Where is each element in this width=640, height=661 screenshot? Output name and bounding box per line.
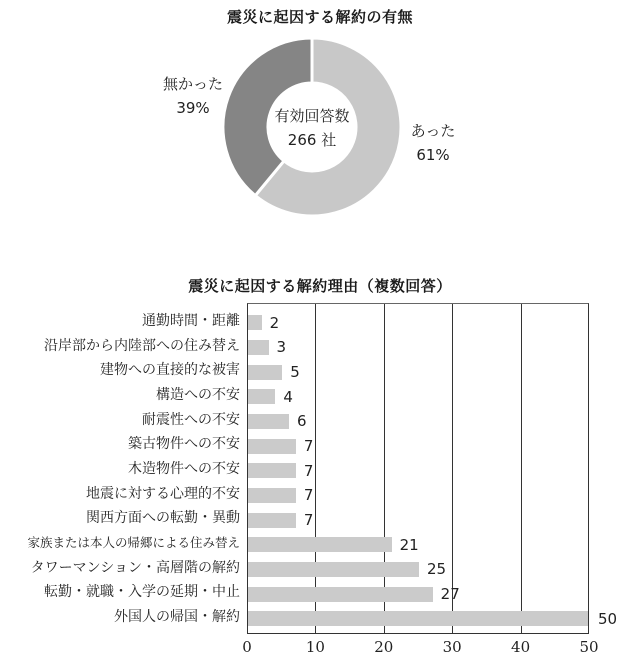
bar — [248, 389, 275, 404]
bar-value-label: 7 — [303, 486, 314, 505]
bar-value-label: 2 — [269, 313, 280, 332]
bar-row — [248, 311, 588, 336]
bar-value-label: 5 — [290, 362, 300, 381]
donut-label-yes-category: あった — [410, 122, 456, 140]
bar-row — [248, 557, 588, 582]
bar-row — [248, 335, 588, 360]
donut-label-yes-value: 61% — [416, 146, 450, 164]
bar-value-label: 4 — [283, 387, 293, 406]
bar — [248, 587, 433, 602]
x-tick-label: 20 — [374, 638, 394, 656]
bar — [248, 488, 296, 503]
bar-value-label: 7 — [303, 461, 314, 480]
bar-value-label: 3 — [276, 338, 287, 357]
bar-row — [248, 409, 588, 434]
bar-value-label: 27 — [440, 584, 460, 603]
bar — [248, 365, 282, 380]
bar-category-label: 沿岸部から内陸部への住み替え — [44, 337, 240, 354]
donut-chart-title: 震災に起因する解約の有無 — [226, 8, 413, 26]
bar — [248, 611, 588, 626]
bar-category-label: 建物への直接的な被害 — [100, 362, 240, 379]
donut-label-no-category: 無かった — [162, 75, 223, 93]
bar — [248, 340, 269, 355]
bar-value-label: 7 — [303, 510, 314, 529]
bar-category-label: 外国人の帰国・解約 — [114, 609, 240, 626]
bar — [248, 414, 289, 429]
x-tick-label: 30 — [442, 638, 462, 656]
bar — [248, 463, 296, 478]
donut-center-label — [262, 104, 362, 152]
donut-center-label-line2: 266 社 — [287, 131, 337, 149]
bar-row — [248, 582, 588, 607]
bar-row — [248, 385, 588, 410]
donut-label-no — [153, 72, 233, 120]
bar-category-label: 耐震性への不安 — [142, 411, 240, 428]
x-tick-label: 40 — [511, 638, 531, 656]
bar-category-label: 地震に対する心理的不安 — [86, 485, 240, 502]
bar-category-label: 築古物件への不安 — [128, 436, 240, 453]
bar-chart-title: 震災に起因する解約理由（複数回答） — [188, 277, 452, 295]
x-tick-label: 0 — [242, 638, 252, 656]
bar-value-label: 6 — [297, 412, 307, 431]
bar — [248, 513, 296, 528]
bar — [248, 562, 419, 577]
bar-value-label: 50 — [598, 609, 618, 628]
bar-category-label: 関西方面への転勤・異動 — [86, 510, 240, 527]
bar-category-label: 転勤・就職・入学の延期・中止 — [44, 584, 240, 601]
bar-category-label: 通勤時間・距離 — [142, 313, 240, 329]
bar-category-label: 木造物件への不安 — [128, 461, 240, 478]
bar-row — [248, 434, 588, 459]
bar-row — [248, 360, 588, 385]
bar — [248, 439, 296, 454]
bar-row — [248, 459, 588, 484]
x-tick-label: 10 — [305, 638, 325, 656]
bar-row — [248, 607, 618, 632]
bar-row — [248, 533, 588, 558]
bar — [248, 315, 262, 330]
bar-value-label: 21 — [399, 535, 419, 554]
bar-category-label: 家族または本人の帰郷による住み替え — [27, 535, 240, 551]
bar-row — [248, 483, 588, 508]
donut-label-yes — [395, 119, 471, 167]
bar-chart-plot-area — [247, 303, 618, 634]
x-tick-label: 50 — [579, 638, 599, 656]
bar — [248, 537, 392, 552]
bar-value-label: 25 — [427, 560, 447, 579]
donut-center-label-line1: 有効回答数 — [274, 107, 350, 125]
bar-category-label: タワーマンション・高層階の解約 — [30, 559, 240, 576]
bar-value-label: 7 — [303, 436, 314, 455]
bar-row — [248, 508, 588, 533]
bar-category-label: 構造への不安 — [156, 387, 240, 403]
donut-label-no-value: 39% — [176, 99, 210, 117]
